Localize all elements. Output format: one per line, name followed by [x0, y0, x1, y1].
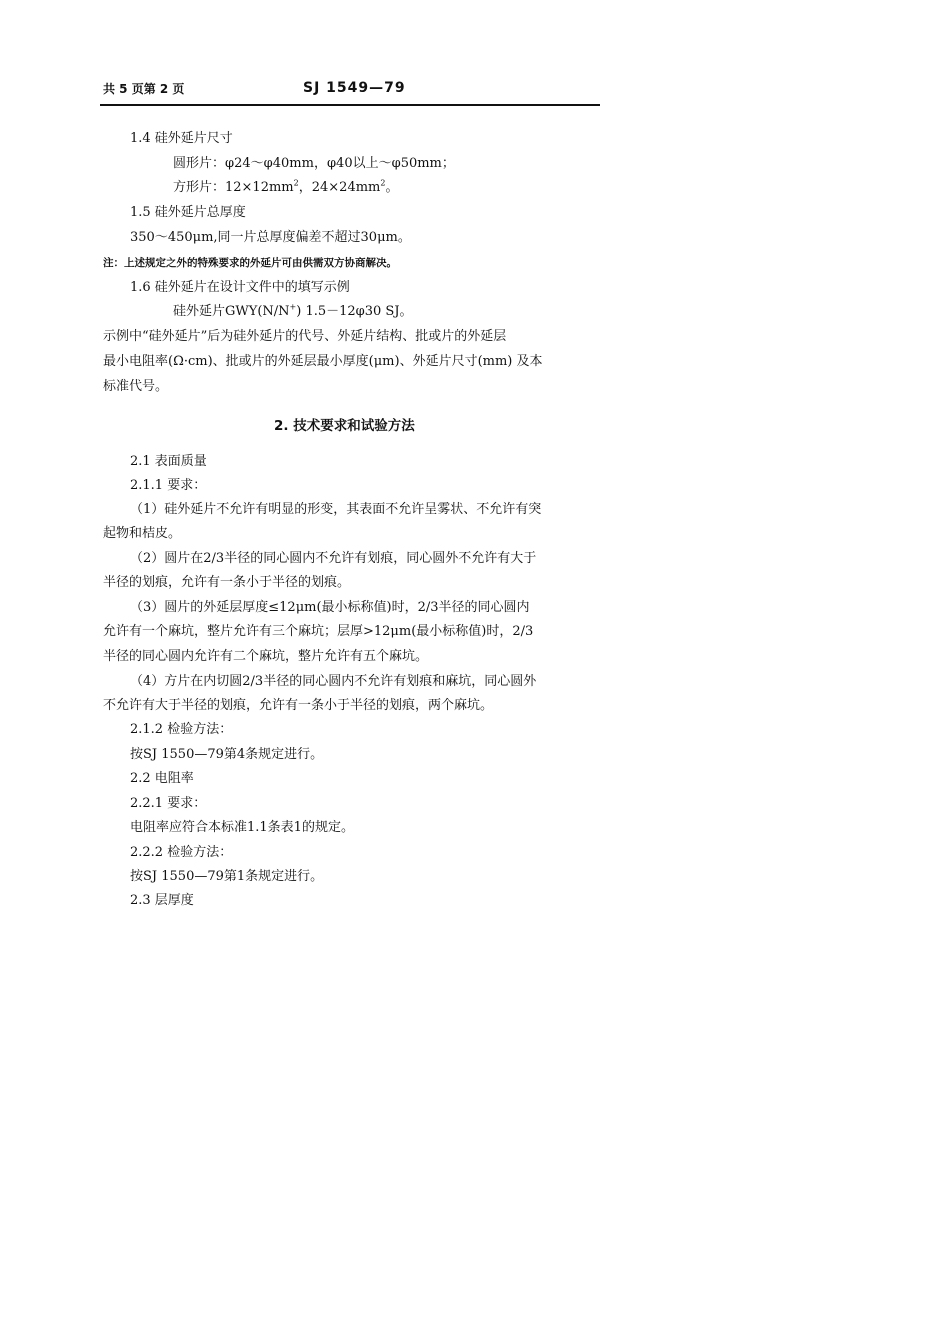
section-2-1-1-title: 2.1.1 要求：	[130, 478, 207, 493]
example-sup: +	[289, 302, 297, 312]
requirement-line: 起物和桔皮。	[103, 526, 182, 541]
standard-code: SJ 1549—79	[303, 80, 406, 96]
requirement-line: 允许有一个麻坑，整片允许有三个麻坑；层厚>12μm(最小标称值)时，2/3	[103, 624, 534, 639]
section-2-2-2-title: 2.2.2 检验方法：	[130, 845, 233, 860]
example-para-line: 最小电阻率(Ω·cm)、批或片的外延层最小厚度(μm)、外延片尺寸(mm) 及本	[103, 354, 543, 369]
example-a: 硅外延片GWY(N/N	[173, 304, 290, 319]
thickness-text: 350～450μm,同一片总厚度偏差不超过30μm。	[130, 230, 411, 245]
square-size-a: 方形片：12×12mm	[173, 180, 294, 195]
requirement-line: （1）硅外延片不允许有明显的形变，其表面不允许呈雾状、不允许有突	[130, 502, 542, 517]
requirement-line: 半径的划痕，允许有一条小于半径的划痕。	[103, 575, 351, 590]
method-text: 按SJ 1550—79第4条规定进行。	[130, 747, 324, 762]
method-text: 按SJ 1550—79第1条规定进行。	[130, 869, 324, 884]
header-rule	[100, 104, 600, 106]
requirement-line: （2）圆片在2/3半径的同心圆内不允许有划痕，同心圆外不允许有大于	[130, 551, 537, 566]
section-2-2-1-title: 2.2.1 要求：	[130, 796, 207, 811]
example-line	[173, 304, 413, 320]
section-2-1-title: 2.1 表面质量	[130, 454, 207, 469]
section-1-4-title: 1.4 硅外延片尺寸	[130, 131, 233, 146]
square-size-line	[173, 180, 398, 196]
resistivity-text: 电阻率应符合本标准1.1条表1的规定。	[130, 820, 354, 835]
square-sup-b: 2	[380, 178, 386, 188]
requirement-line: 半径的同心圆内允许有二个麻坑，整片允许有五个麻坑。	[103, 649, 429, 664]
section-2-1-2-title: 2.1.2 检验方法：	[130, 722, 233, 737]
example-para-line: 标准代号。	[103, 379, 169, 394]
note-text: 注：上述规定之外的特殊要求的外延片可由供需双方协商解决。	[103, 257, 397, 269]
example-para-line: 示例中“硅外延片”后为硅外延片的代号、外延片结构、批或片的外延层	[103, 329, 507, 344]
section-2-heading: 2. 技术要求和试验方法	[274, 418, 415, 434]
square-size-b: ，24×24mm	[298, 180, 381, 195]
requirement-line: （3）圆片的外延层厚度≤12μm(最小标称值)时，2/3半径的同心圆内	[130, 600, 530, 615]
section-2-3-title: 2.3 层厚度	[130, 893, 194, 908]
requirement-line: 不允许有大于半径的划痕，允许有一条小于半径的划痕，两个麻坑。	[103, 698, 494, 713]
square-sup-a: 2	[293, 178, 299, 188]
section-1-6-title: 1.6 硅外延片在设计文件中的填写示例	[130, 280, 350, 295]
section-1-5-title: 1.5 硅外延片总厚度	[130, 205, 246, 220]
square-size-c: 。	[385, 180, 399, 195]
example-b: ) 1.5－12φ30 SJ。	[296, 304, 413, 319]
page-header-info: 共 5 页第 2 页	[103, 82, 185, 96]
requirement-line: （4）方片在内切圆2/3半径的同心圆内不允许有划痕和麻坑，同心圆外	[130, 674, 537, 689]
round-size-line: 圆形片：φ24～φ40mm，φ40以上～φ50mm；	[173, 156, 455, 171]
section-2-2-title: 2.2 电阻率	[130, 771, 194, 786]
